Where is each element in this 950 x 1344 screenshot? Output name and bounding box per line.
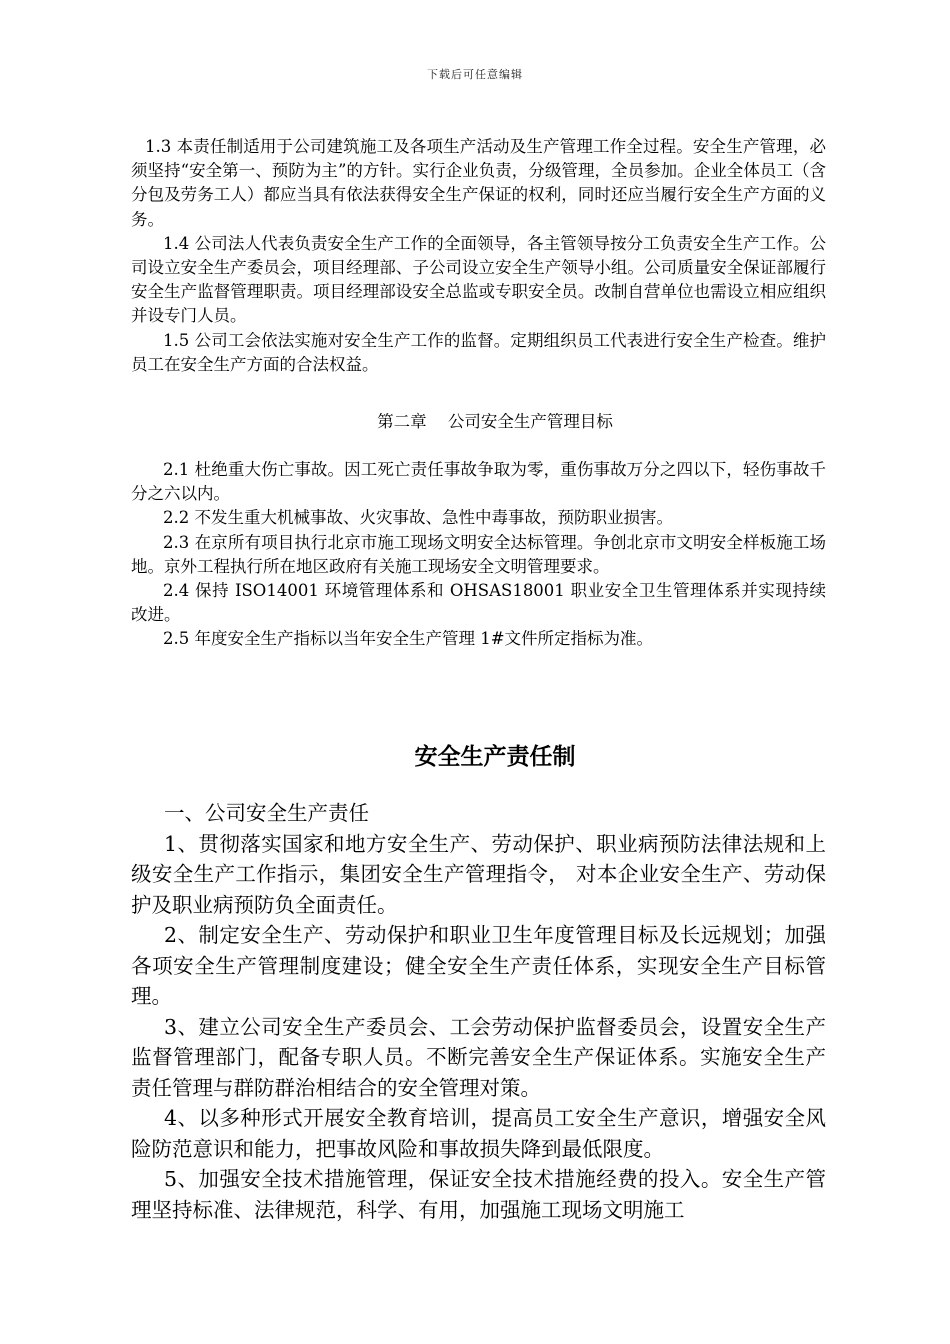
section-2-paragraphs	[131, 458, 826, 652]
responsibility-item-4: 4、以多种形式开展安全教育培训，提高员工安全生产意识，增强安全风险防范意识和能力，把事故风险和事故损失降到最低限度。	[131, 1106, 826, 1161]
page-header-note: 下载后可任意编辑	[427, 68, 523, 81]
paragraph-2-4: 2.4 保持 ISO14001 环境管理体系和 OHSAS18001 职业安全卫生管理体系并实现持续改进。	[131, 581, 826, 625]
document-title: 安全生产责任制	[414, 744, 576, 770]
responsibility-item-3: 3、建立公司安全生产委员会、工会劳动保护监督委员会，设置安全生产监督管理部门，配备专职人员。不断完善安全生产保证体系。实施安全生产责任管理与群防群治相结合的安全管理对策。	[131, 1014, 826, 1100]
paragraph-2-1: 2.1 杜绝重大伤亡事故。因工死亡责任事故争取为零，重伤事故万分之四以下，轻伤事故千分之六以内。	[131, 460, 826, 504]
subheading-company-responsibility: 一、公司安全生产责任	[164, 801, 369, 825]
section-1-paragraphs	[131, 135, 826, 377]
paragraph-1-5: 1.5 公司工会依法实施对安全生产工作的监督。定期组织员工代表进行安全生产检查。维护员工在安全生产方面的合法权益。	[131, 330, 826, 374]
paragraph-2-3: 2.3 在京所有项目执行北京市施工现场文明安全达标管理。争创北京市文明安全样板施工场地。京外工程执行所在地区政府有关施工现场安全文明管理要求。	[131, 532, 826, 576]
paragraph-2-2: 2.2 不发生重大机械事故、火灾事故、急性中毒事故，预防职业损害。	[163, 508, 673, 528]
responsibility-item-1: 1、贯彻落实国家和地方安全生产、劳动保护、职业病预防法律法规和上级安全生产工作指示，集团安全生产管理指令， 对本企业安全生产、劳动保护及职业病预防负全面责任。	[131, 831, 826, 917]
chapter-number: 第二章	[377, 412, 427, 431]
chapter-title: 公司安全生产管理目标	[447, 412, 613, 431]
chapter-2-heading	[0, 408, 950, 432]
paragraph-1-3: 1.3 本责任制适用于公司建筑施工及各项生产活动及生产管理工作全过程。安全生产管理，必须坚持“安全第一、预防为主”的方针。实行企业负责，分级管理，全员参加。企业全体员工（含分包及劳务工人）都应当具有依法获得安全生产保证的权利，同时还应当履行安全生产方面的义务。	[131, 137, 826, 229]
responsibility-paragraphs	[131, 798, 826, 1225]
responsibility-item-5: 5、加强安全技术措施管理，保证安全技术措施经费的投入。安全生产管理坚持标准、法律规范，科学、有用，加强施工现场文明施工	[131, 1167, 826, 1222]
paragraph-2-5: 2.5 年度安全生产指标以当年安全生产管理 1#文件所定指标为准。	[163, 629, 654, 649]
paragraph-1-4: 1.4 公司法人代表负责安全生产工作的全面领导，各主管领导按分工负责安全生产工作。公司设立安全生产委员会，项目经理部、子公司设立安全生产领导小组。公司质量安全保证部履行安全生产监督管理职责。项目经理部设安全总监或专职安全员。改制自营单位也需设立相应组织并设专门人员。	[131, 233, 826, 326]
responsibility-item-2: 2、制定安全生产、劳动保护和职业卫生年度管理目标及长远规划；加强各项安全生产管理制度建设；健全安全生产责任体系，实现安全生产目标管理。	[131, 923, 826, 1008]
